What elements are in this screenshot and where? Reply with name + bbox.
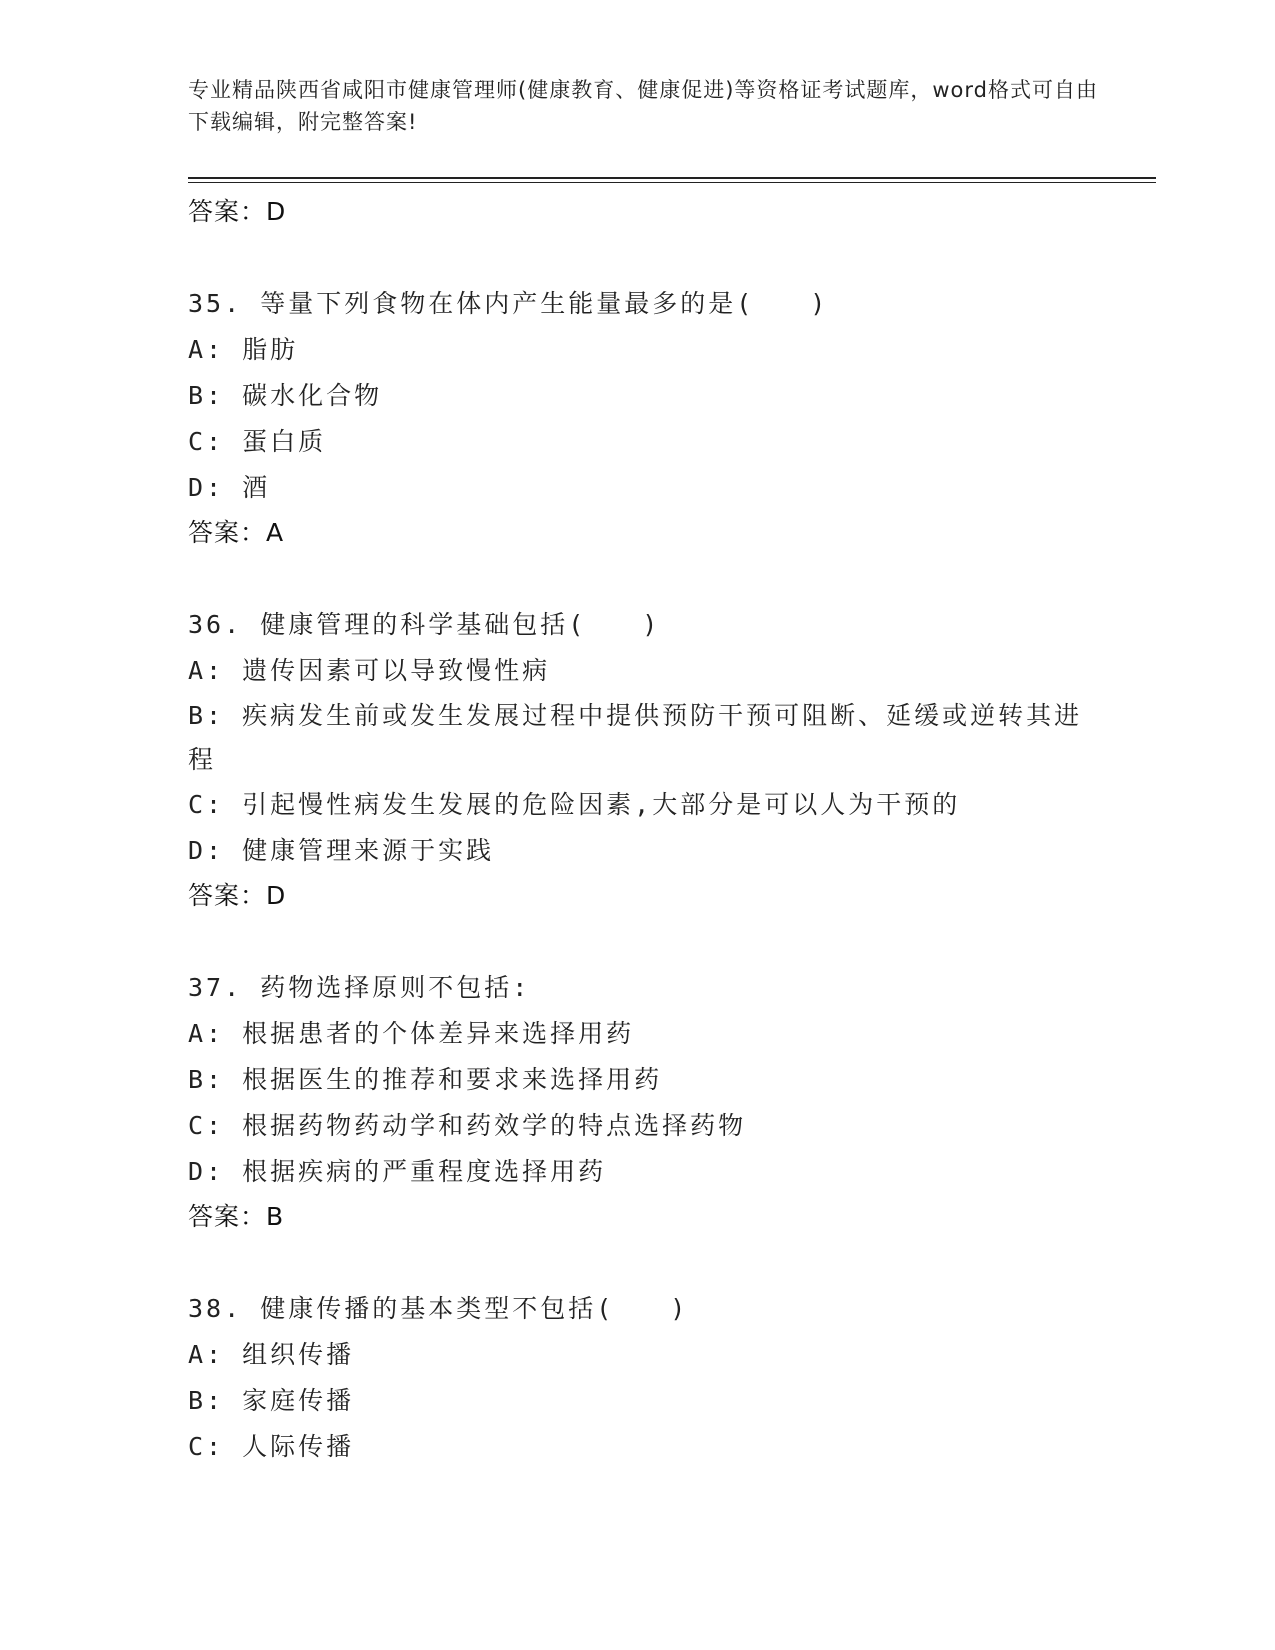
option-d: D: 酒 [188, 473, 271, 502]
option-a: A: 组织传播 [188, 1340, 355, 1369]
option-a: A: 脂肪 [188, 335, 299, 364]
header-divider-thick [188, 177, 1156, 179]
question-stem: 38. 健康传播的基本类型不包括( ) [188, 1294, 689, 1323]
option-c: C: 人际传播 [188, 1432, 355, 1461]
previous-answer: 答案：D [188, 197, 287, 226]
option-b: B: 根据医生的推荐和要求来选择用药 [188, 1065, 663, 1094]
option-c: C: 蛋白质 [188, 427, 327, 456]
option-c: C: 引起慢性病发生发展的危险因素,大部分是可以人为干预的 [188, 790, 961, 819]
question-block [188, 602, 1088, 918]
question-stem: 35. 等量下列食物在体内产生能量最多的是( ) [188, 289, 829, 318]
option-d: D: 健康管理来源于实践 [188, 836, 495, 865]
question-block [188, 1286, 1088, 1470]
question-block [188, 965, 1088, 1239]
answer: 答案：B [188, 1202, 285, 1231]
option-d: D: 根据疾病的严重程度选择用药 [188, 1157, 607, 1186]
header-divider-thin [188, 182, 1156, 183]
option-c: C: 根据药物药动学和药效学的特点选择药物 [188, 1111, 747, 1140]
question-block [188, 281, 1088, 555]
option-b: B: 疾病发生前或发生发展过程中提供预防干预可阻断、延缓或逆转其进程 [188, 701, 1083, 774]
option-a: A: 遗传因素可以导致慢性病 [188, 656, 551, 685]
option-b: B: 家庭传播 [188, 1386, 355, 1415]
page-header: 专业精品陕西省咸阳市健康管理师(健康教育、健康促进)等资格证考试题库，word格式可自由下载编辑，附完整答案! [188, 78, 1099, 134]
option-b: B: 碳水化合物 [188, 381, 383, 410]
option-a: A: 根据患者的个体差异来选择用药 [188, 1019, 635, 1048]
answer: 答案：A [188, 518, 285, 547]
question-stem: 37. 药物选择原则不包括: [188, 973, 531, 1002]
question-list [188, 190, 1088, 1470]
answer: 答案：D [188, 881, 287, 910]
question-stem: 36. 健康管理的科学基础包括( ) [188, 610, 661, 639]
